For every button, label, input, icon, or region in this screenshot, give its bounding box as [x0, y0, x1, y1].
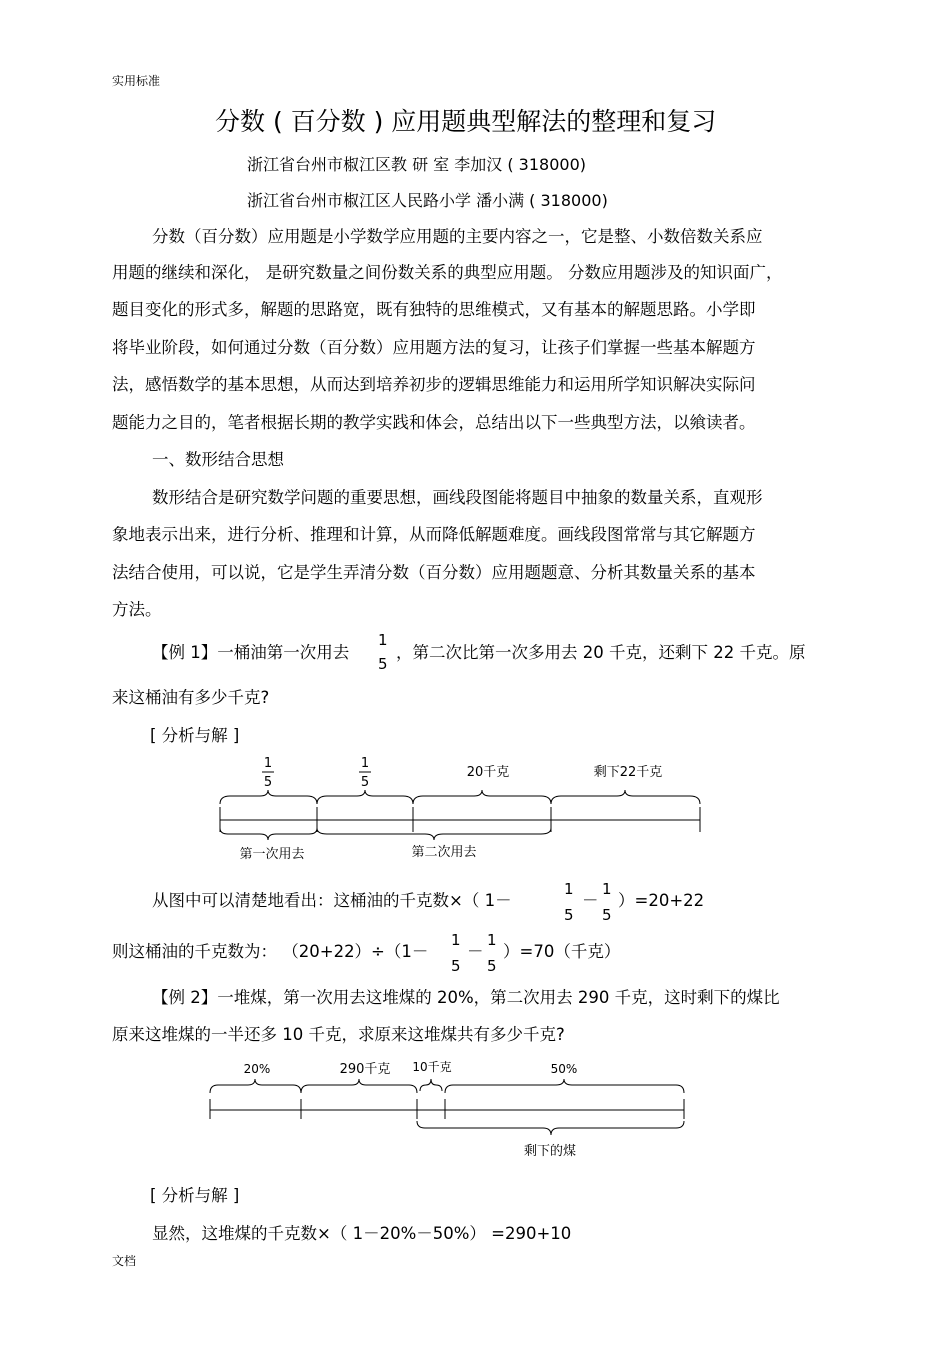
- denominator: 5: [378, 655, 388, 673]
- intro-line: 用题的继续和深化， 是研究数量之间份数关系的典型应用题。 分数应用题涉及的知识面广，: [112, 263, 783, 282]
- top-brace: [445, 1079, 684, 1093]
- intro-line: 将毕业阶段，如何通过分数（百分数）应用题方法的复习，让孩子们掌握一些基本解题方: [112, 338, 756, 357]
- author-line-1: 浙江省台州市椒江区教 研 室 李加汉 ( 318000): [247, 155, 586, 174]
- diagram-label-second-use: 第二次用去: [411, 845, 477, 860]
- example2-analysis-label: [ 分析与解 ]: [150, 1186, 240, 1205]
- bottom-brace: [317, 828, 551, 840]
- eq2-frac-a: [451, 931, 461, 975]
- example2-text-b: 原来这堆煤的一半还多 10 千克，求原来这堆煤共有多少千克?: [112, 1025, 565, 1044]
- diagram-label-remaining: 剩下的煤: [523, 1144, 577, 1159]
- header-text: 实用标准: [112, 74, 161, 88]
- example1-analysis-label: [ 分析与解 ]: [150, 726, 240, 745]
- example1-diagram: [200, 752, 720, 867]
- denominator: 5: [602, 906, 612, 924]
- intro-line: 题目变化的形式多，解题的思路宽，既有独特的思维模式，又有基本的解题思路。小学即: [112, 300, 756, 319]
- intro-line: 分数（百分数）应用题是小学数学应用题的主要内容之一，它是整、小数倍数关系应: [152, 227, 763, 246]
- numerator: 1: [602, 880, 612, 898]
- example2-text-a: 【例 2】一堆煤，第一次用去这堆煤的 20%，第二次用去 290 千克，这时剩下的煤比: [152, 988, 780, 1007]
- top-brace: [220, 790, 317, 804]
- diagram-label-20kg: 20千克: [466, 765, 510, 780]
- example1-text-c: 来这桶油有多少千克?: [112, 688, 270, 707]
- eq2-text-a: 则这桶油的千克数为： （20+22）÷（1－: [112, 942, 429, 961]
- top-brace: [317, 790, 413, 804]
- diagram-frac2-d: 5: [360, 775, 370, 790]
- diagram-label-290kg: 290千克: [339, 1062, 391, 1077]
- section-line: 法结合使用，可以说，它是学生弄清分数（百分数）应用题题意、分析其数量关系的基本: [112, 563, 756, 582]
- footer-text: 文档: [112, 1254, 137, 1268]
- top-brace: [210, 1079, 301, 1093]
- example1-fraction: [378, 631, 388, 673]
- diagram-frac1-d: 5: [263, 775, 273, 790]
- author-line-2: 浙江省台州市椒江区人民路小学 潘小满 ( 318000): [247, 191, 608, 210]
- section-heading: 一、数形结合思想: [152, 450, 284, 469]
- diagram-label-50pct: 50%: [550, 1062, 578, 1076]
- eq1-text-a: 从图中可以清楚地看出：这桶油的千克数×（ 1－: [152, 891, 512, 910]
- numerator: 1: [451, 931, 461, 949]
- numerator: 1: [378, 631, 388, 649]
- top-brace: [301, 1079, 417, 1093]
- diagram-label-left22: 剩下22千克: [593, 765, 663, 780]
- example2-equation: 显然，这堆煤的千克数×（ 1－20%－50%） =290+10: [152, 1224, 572, 1243]
- diagram-frac1-n: 1: [263, 756, 273, 771]
- example1-text-a: 【例 1】一桶油第一次用去: [152, 643, 350, 662]
- example1-text-b: ，第二次比第一次多用去 20 千克，还剩下 22 千克。原: [396, 643, 806, 662]
- section-line: 象地表示出来，进行分析、推理和计算，从而降低解题难度。画线段图常常与其它解题方: [112, 525, 756, 544]
- top-brace: [420, 1079, 442, 1091]
- section-line: 数形结合是研究数学问题的重要思想，画线段图能将题目中抽象的数量关系，直观形: [152, 488, 763, 507]
- eq2-frac-b: [487, 931, 497, 975]
- denominator: 5: [451, 957, 461, 975]
- eq1-frac-b: [602, 880, 612, 924]
- bottom-brace: [417, 1121, 684, 1135]
- eq1-frac-a: [564, 880, 574, 924]
- eq1-text-c: ）=20+22: [618, 891, 705, 910]
- numerator: 1: [487, 931, 497, 949]
- eq1-text-b: －: [582, 891, 599, 910]
- intro-line: 法，感悟数学的基本思想，从而达到培养初步的逻辑思维能力和运用所学知识解决实际问: [112, 375, 756, 394]
- intro-line: 题能力之目的，笔者根据长期的教学实践和体会，总结出以下一些典型方法，以飨读者。: [112, 413, 756, 432]
- diagram-frac2-n: 1: [360, 756, 370, 771]
- line-segment-diagram-1: [200, 752, 720, 867]
- diagram-label-first-use: 第一次用去: [239, 847, 305, 862]
- eq2-text-c: ）=70（千克）: [503, 942, 621, 961]
- denominator: 5: [564, 906, 574, 924]
- top-brace: [551, 790, 700, 804]
- numerator: 1: [564, 880, 574, 898]
- bottom-brace: [220, 828, 317, 840]
- denominator: 5: [487, 957, 497, 975]
- line-segment-diagram-2: [200, 1055, 700, 1165]
- top-brace: [413, 790, 551, 804]
- diagram-label-10kg: 10千克: [412, 1060, 452, 1074]
- page-title: 分数 ( 百分数 ) 应用题典型解法的整理和复习: [215, 107, 717, 136]
- section-line: 方法。: [112, 600, 162, 619]
- eq2-text-b: －: [467, 942, 484, 961]
- example2-diagram: [200, 1055, 700, 1165]
- diagram-label-20pct: 20%: [243, 1062, 271, 1076]
